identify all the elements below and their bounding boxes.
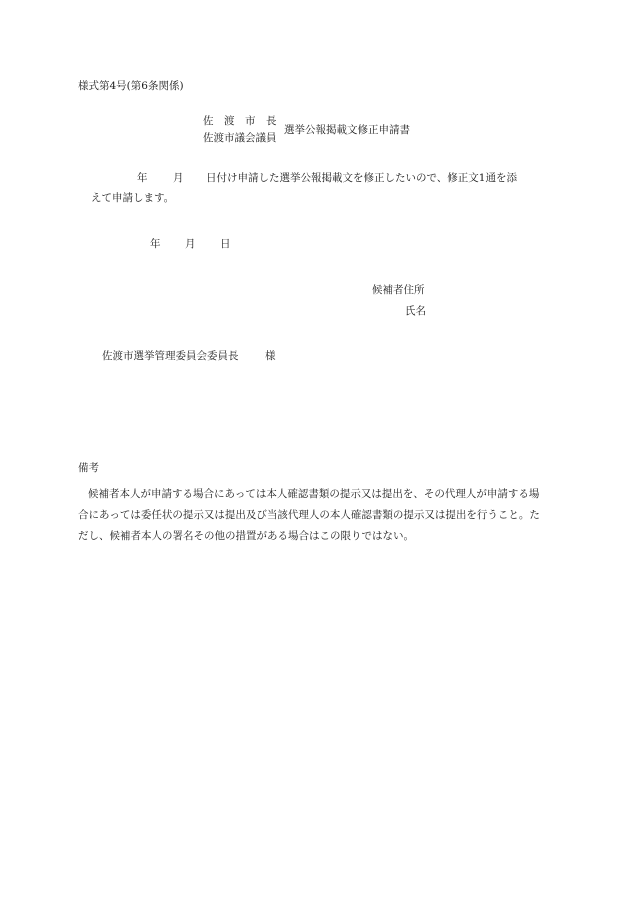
recipient-name: 佐渡市選挙管理委員会委員長 [102,350,239,362]
recipient-honorific: 様 [265,350,276,362]
notes-text: 候補者本人が申請する場合にあっては本人確認書類の提示又は提出を、その代理人が申請する場合にあっては委任状の提示又は提出及び当該代理人の本人確認書類の提示又は提出を行うこと。ただし、候補者本人の署名その他の措置がある場合はこの限りではない。 [78,488,540,542]
applicant-name-label: 氏名 [405,305,426,317]
body-text-line2: えて申請します。 [91,192,175,204]
body-month-label: 月 [173,172,184,184]
date-month: 月 [185,238,196,250]
body-text-line1: 日付け申請した選挙公報掲載文を修正したいので、修正文1通を添 [206,172,517,184]
notes-body [78,484,548,547]
document-title: 選挙公報掲載文修正申請書 [284,124,410,136]
date-year: 年 [150,238,161,250]
applicant-address-label: 候補者住所 [372,284,425,296]
addressee-mayor: 佐 渡 市 長 [203,115,277,127]
addressee-council-member: 佐渡市議会議員 [203,132,277,144]
form-number: 様式第4号(第6条関係) [78,80,184,92]
date-day: 日 [220,238,231,250]
body-year-label: 年 [137,172,148,184]
notes-heading: 備考 [78,462,99,474]
